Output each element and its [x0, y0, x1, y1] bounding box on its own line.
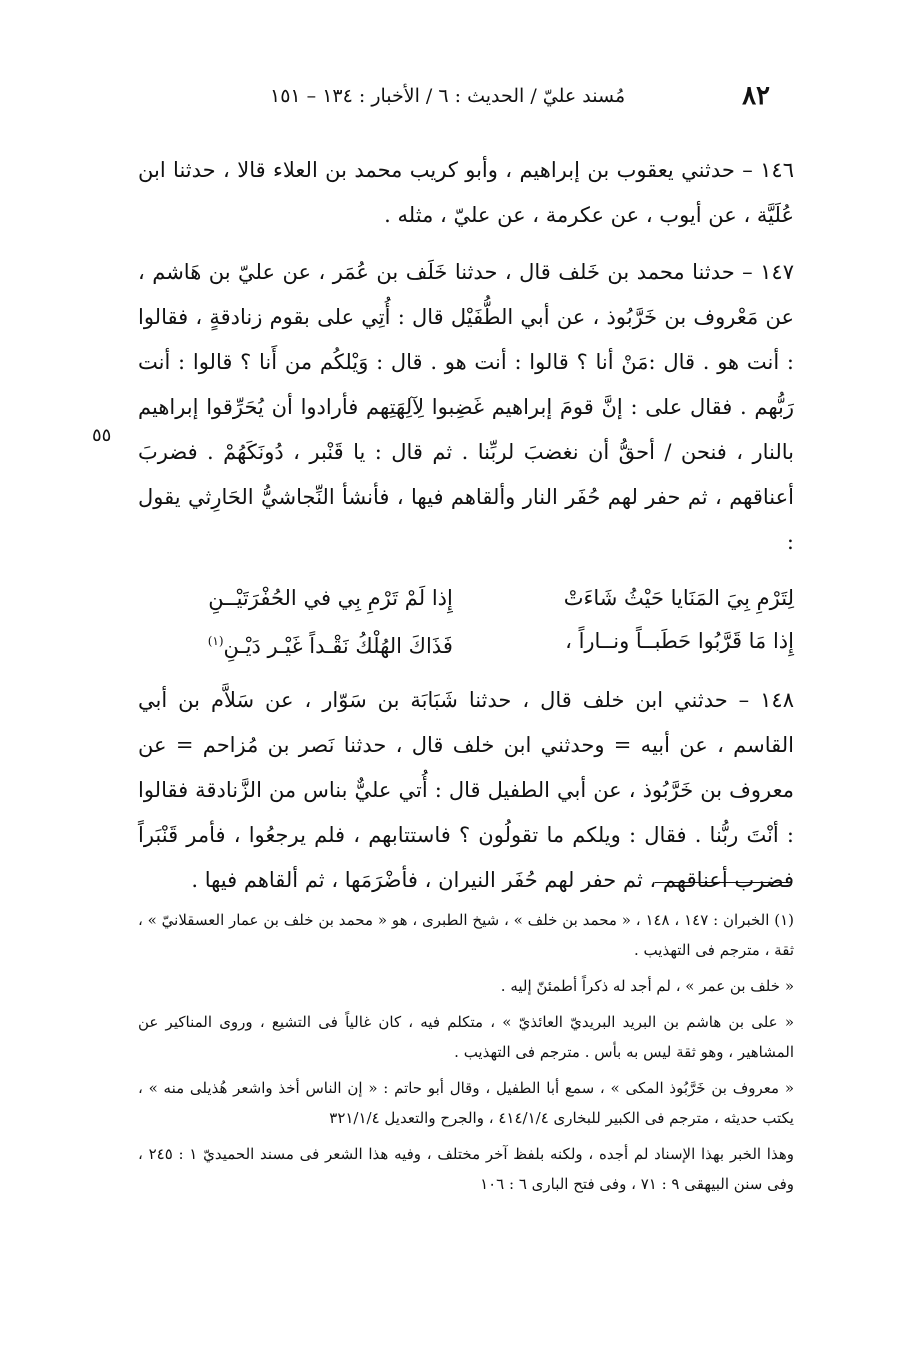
- margin-page-number: ٥٥: [92, 425, 112, 446]
- page-header: [270, 80, 770, 112]
- footnote-note-ali: « على بن هاشم بن البريد البريديّ العائذيّ » ، متكلم فيه ، كان غالياً فى التشيع ، وروى المناكير عن المشاهير ، وهو ثقة ليس به بأس . مترجم فى التهذيب .: [138, 1013, 794, 1061]
- poem-line-2-second-half: فَذَاكَ الهُلْكُ نَقْـداً غَيْـر دَيْـنِ: [223, 634, 453, 658]
- footnote-1: (١) الخبران : ١٤٧ ، ١٤٨ ، « محمد بن خلف » ، شيخ الطبرى ، هو « محمد بن خلف بن عمار العسقلانيّ » ، ثقة ، مترجم فى التهذيب .: [138, 911, 794, 959]
- footnote-marker[interactable]: (١): [207, 634, 224, 648]
- footnote-separator: [655, 882, 790, 883]
- hadith-147: ١٤٧ – حدثنا محمد بن خَلف قال ، حدثنا خَلَف بن عُمَر ، عن عليّ بن هَاشم ، عن مَعْروف بن خَرَّبُوذ ، عن أبي الطُّفَيْل قال : أُتِي على بقوم زنادقةٍ ، فقالوا : أنت هو . قال :مَنْ أنا ؟ قالوا : أنت هو . قال : وَيْلكُم من أَنا ؟ قالوا : أنت رَبُّهم . فقال على : إنَّ قومَ إبراهيم غَضِبوا لِآلِهَتِهم فأرادوا أن يُحَرِّقوا إبراهيم بالنار ، فنحن / أحقُّ أن نغضبَ لربِّنا . ثم قال : يا قَنْبر ، دُونَكَهُمْ . فضربَ أعناقهم ، ثم حفر لهم حُفَر النار وألقاهم فيها ، فأنشأ النِّجاشيُّ الحَارِثي يقول :: [138, 260, 794, 554]
- poem-line-2: [138, 620, 794, 668]
- poem-line-1-first-half: لِتَرْمِ بِيَ المَنَايا حَيْثُ شَاءَتْ: [563, 586, 794, 610]
- hadith-148: ١٤٨ – حدثني ابن خلف قال ، حدثنا شَبَابَة بن سَوّار ، عن سَلاَّم بن أبي القاسم ، عن أبيه = وحدثني ابن خلف قال ، حدثنا نَصر بن مُزاحم = عن معروف بن خَرَّبُوذ ، عن أبي الطفيل قال : أُتي عليٌّ بناس من الزَّنادقة فقالوا : أنْتَ ربُّنا . فقال : ويلكم ما تقولُون ؟ فاستتابهم ، فلم يرجعُوا ، فأمر قَنْبَراً فضرب أعناقهم ، ثم حفر لهم حُفَر النيران ، فأضْرَمَها ، ثم ألقاهم فيها .: [138, 688, 794, 892]
- poem-line-1: [138, 577, 794, 620]
- footnotes: [138, 905, 794, 1205]
- page-number: ٨٢: [742, 81, 770, 111]
- footnote-note-maruf: « معروف بن خَرَّبُوذ المكى » ، سمع أبا الطفيل ، وقال أبو حاتم : « إن الناس أخذ واشعر هُذيلى منه » ، يكتب حديثه ، مترجم فى الكبير للبخارى ٤١٤/١/٤ ، والجرح والتعديل ٣٢١/١/٤: [138, 1079, 794, 1127]
- footnote-note-isnad: وهذا الخبر بهذا الإسناد لم أجده ، ولكنه بلفظ آخر مختلف ، وفيه هذا الشعر فى مسند الحميديّ ١ : ٢٤٥ ، وفى سنن البيهقى ٩ : ٧١ ، وفى فتح البارى ٦ : ١٠٦: [138, 1145, 794, 1193]
- poem-line-1-second-half: إِذا لَمْ تَرْمِ بِي في الحُفْرَتَيْــنِ: [208, 586, 453, 610]
- hadith-146: ١٤٦ – حدثني يعقوب بن إبراهيم ، وأبو كريب محمد بن العلاء قالا ، حدثنا ابن عُلَيَّة ، عن أيوب ، عن عكرمة ، عن عليّ ، مثله .: [138, 158, 794, 227]
- footnote-note-khalaf: « خلف بن عمر » ، لم أجد له ذكراً أطمئنّ إليه .: [500, 977, 794, 995]
- main-text: [138, 148, 794, 915]
- poem-line-2-second-half-wrap: [138, 620, 453, 668]
- running-head: مُسند عليّ / الحديث : ٦ / الأخبار : ١٣٤ – ١٥١: [270, 85, 626, 107]
- poem-line-2-first-half: إِذا مَا قَرَّبُوا حَطَبــاً ونــاراً ،: [565, 629, 794, 653]
- poem: [138, 577, 794, 668]
